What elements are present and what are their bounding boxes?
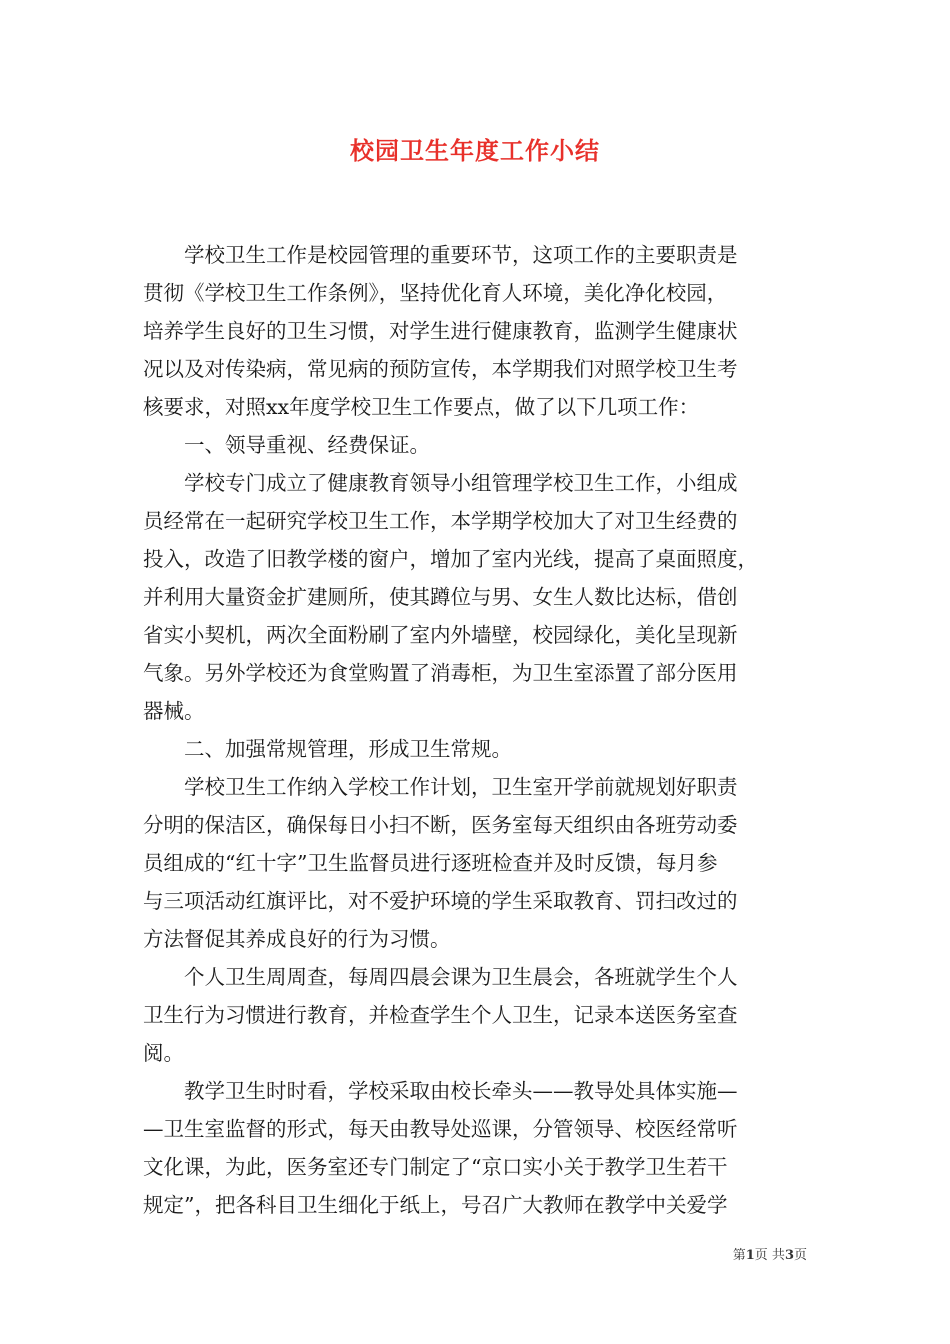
- text-line: 学校卫生工作纳入学校工作计划，卫生室开学前就规划好职责: [143, 775, 738, 799]
- text-line: 学校专门成立了健康教育领导小组管理学校卫生工作，小组成: [143, 471, 738, 495]
- text-line: 学校卫生工作是校园管理的重要环节，这项工作的主要职责是: [143, 243, 738, 267]
- text-line: —卫生室监督的形式，每天由教导处巡课，分管领导、校医经常听: [143, 1117, 738, 1141]
- text-line: 贯彻《学校卫生工作条例》，坚持优化育人环境，美化净化校园，: [143, 281, 728, 305]
- text-line: 教学卫生时时看，学校采取由校长牵头——教导处具体实施—: [143, 1079, 738, 1103]
- text-line: 二、加强常规管理，形成卫生常规。: [143, 737, 512, 761]
- document-title: 校园卫生年度工作小结: [350, 136, 600, 165]
- text-line: 并利用大量资金扩建厕所，使其蹲位与男、女生人数比达标，借创: [143, 585, 738, 609]
- text-line: 省实小契机，两次全面粉刷了室内外墙壁，校园绿化，美化呈现新: [143, 623, 738, 647]
- text-line: 阅。: [143, 1041, 184, 1065]
- page-footer: [733, 1247, 807, 1265]
- text-line: 况以及对传染病，常见病的预防宣传，本学期我们对照学校卫生考: [143, 357, 738, 381]
- text-line: 气象。另外学校还为食堂购置了消毒柜，为卫生室添置了部分医用: [143, 661, 738, 685]
- footer-middle: 页 共: [754, 1248, 785, 1263]
- footer-prefix: 第: [732, 1248, 746, 1263]
- text-line: 方法督促其养成良好的行为习惯。: [143, 927, 451, 951]
- text-line: 一、领导重视、经费保证。: [143, 433, 430, 457]
- text-line: 核要求，对照xx年度学校卫生工作要点，做了以下几项工作：: [143, 395, 700, 419]
- footer-total-pages: 3: [784, 1248, 794, 1263]
- text-line: 分明的保洁区，确保每日小扫不断，医务室每天组织由各班劳动委: [143, 813, 738, 837]
- text-line: 文化课，为此，医务室还专门制定了“京口实小关于教学卫生若干: [143, 1155, 728, 1179]
- text-line: 投入，改造了旧教学楼的窗户，增加了室内光线，提高了桌面照度，: [143, 547, 758, 571]
- text-line: 规定”，把各科目卫生细化于纸上，号召广大教师在教学中关爱学: [143, 1193, 728, 1217]
- text-line: 员经常在一起研究学校卫生工作，本学期学校加大了对卫生经费的: [143, 509, 738, 533]
- text-line: 培养学生良好的卫生习惯，对学生进行健康教育，监测学生健康状: [143, 319, 738, 343]
- text-line: 个人卫生周周查，每周四晨会课为卫生晨会，各班就学生个人: [143, 965, 738, 989]
- document-body: [143, 236, 811, 1224]
- text-line: 员组成的“红十字”卫生监督员进行逐班检查并及时反馈，每月参: [143, 851, 718, 875]
- text-line: 器械。: [143, 699, 205, 723]
- text-line: 卫生行为习惯进行教育，并检查学生个人卫生，记录本送医务室查: [143, 1003, 738, 1027]
- footer-suffix: 页: [793, 1248, 807, 1263]
- text-line: 与三项活动红旗评比，对不爱护环境的学生采取教育、罚扫改过的: [143, 889, 738, 913]
- footer-current-page: 1: [745, 1248, 755, 1263]
